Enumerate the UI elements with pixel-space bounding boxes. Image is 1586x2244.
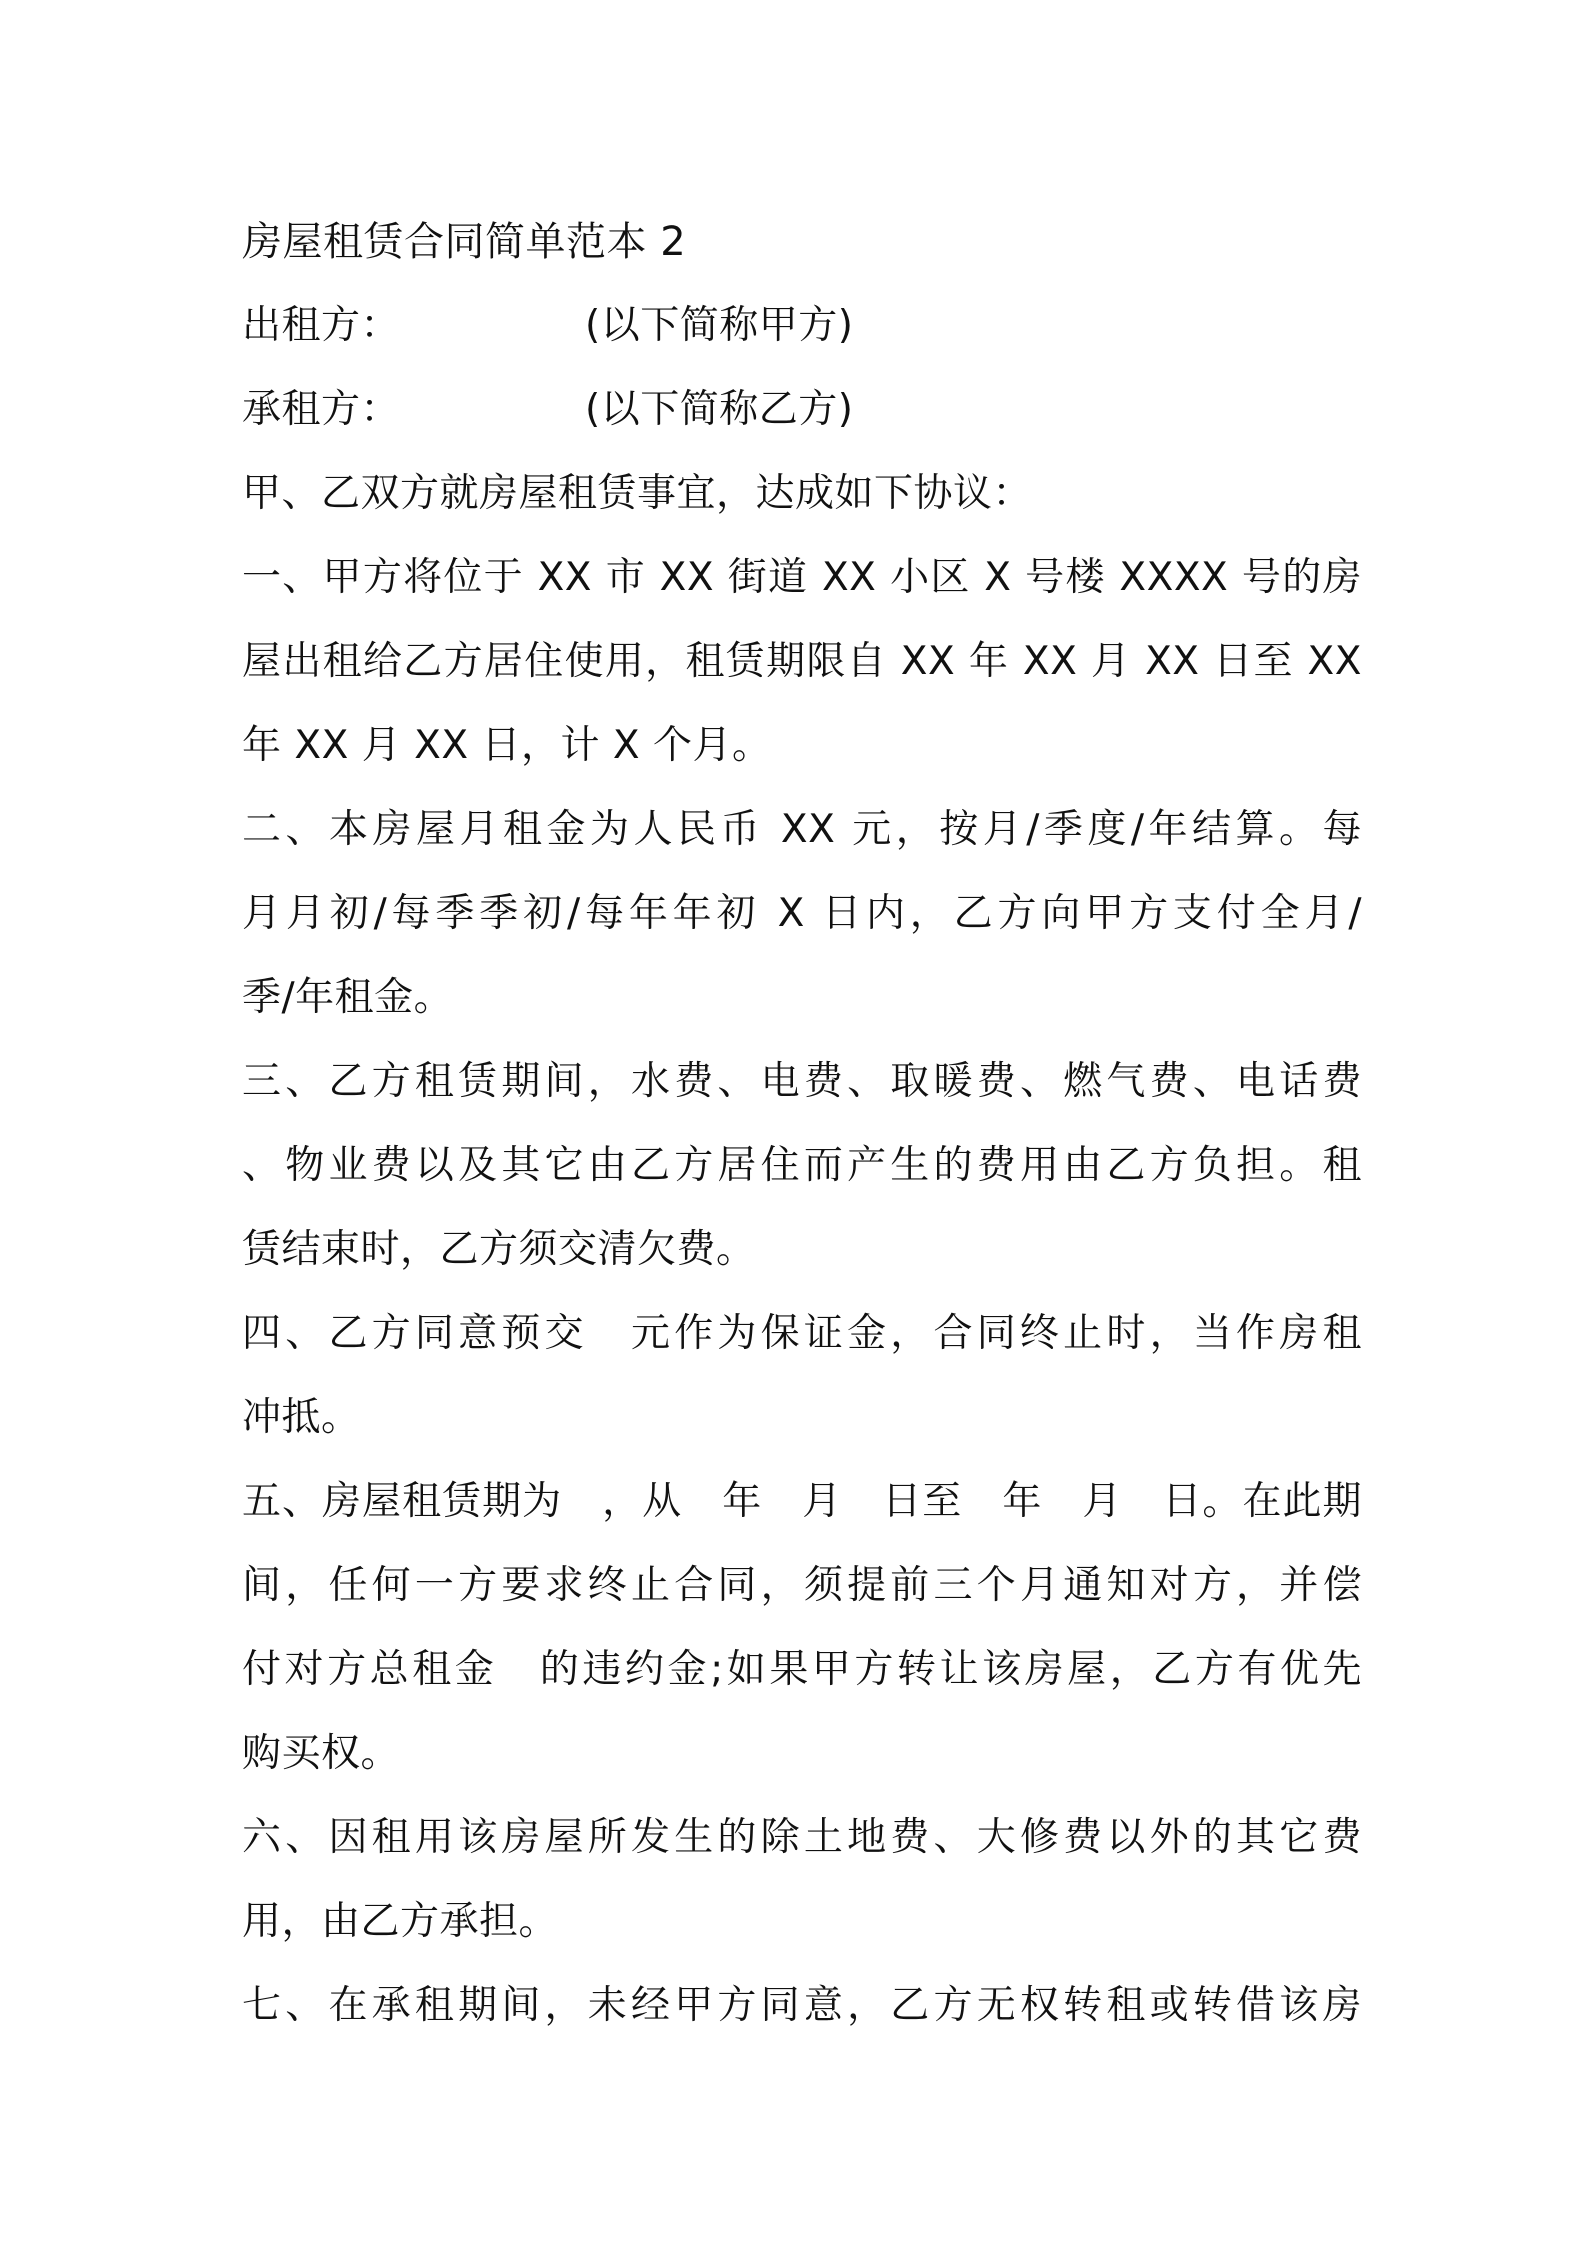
- lessee-note: (以下简称乙方): [585, 387, 854, 432]
- lessee-line: [242, 368, 1362, 452]
- clause-line: 五、房屋租赁期为 ，从 年 月 日至 年 月 日。在此期: [242, 1479, 1362, 1524]
- clause-line: 月月初/每季季初/每年年初 X 日内，乙方向甲方支付全月/: [242, 891, 1362, 936]
- clause-line: 屋出租给乙方居住使用，租赁期限自 XX 年 XX 月 XX 日至 XX: [242, 639, 1362, 684]
- clause-line: 四、乙方同意预交 元作为保证金，合同终止时，当作房租: [242, 1311, 1362, 1356]
- lessor-line: [242, 284, 1362, 368]
- clause-3: [242, 1040, 1362, 1292]
- clause-line: 、物业费以及其它由乙方居住而产生的费用由乙方负担。租: [242, 1143, 1362, 1188]
- clause-5: [242, 1460, 1362, 1796]
- document-body: [242, 200, 1362, 2048]
- lessor-label: 出租方：: [242, 303, 401, 348]
- clause-line: 用，由乙方承担。: [242, 1899, 559, 1944]
- clause-line: 年 XX 月 XX 日，计 X 个月。: [242, 723, 772, 768]
- clause-6: [242, 1796, 1362, 1964]
- lessee-label: 承租方：: [242, 387, 401, 432]
- clause-1: [242, 536, 1362, 788]
- clause-7: [242, 1964, 1362, 2048]
- clause-2: [242, 788, 1362, 1040]
- clause-line: 一、甲方将位于 XX 市 XX 街道 XX 小区 X 号楼 XXXX 号的房: [242, 555, 1362, 600]
- clause-line: 间，任何一方要求终止合同，须提前三个月通知对方，并偿: [242, 1563, 1362, 1608]
- clause-line: 六、因租用该房屋所发生的除土地费、大修费以外的其它费: [242, 1815, 1362, 1860]
- clause-line: 购买权。: [242, 1731, 401, 1776]
- clause-line: 冲抵。: [242, 1395, 361, 1440]
- clause-line: 三、乙方租赁期间，水费、电费、取暖费、燃气费、电话费: [242, 1059, 1362, 1104]
- clause-line: 付对方总租金 的违约金;如果甲方转让该房屋，乙方有优先: [242, 1647, 1362, 1692]
- agreement-intro: 甲、乙双方就房屋租赁事宜，达成如下协议：: [242, 471, 1033, 516]
- lessor-note: (以下简称甲方): [585, 303, 854, 348]
- clause-line: 赁结束时，乙方须交清欠费。: [242, 1227, 756, 1272]
- clause-line: 二、本房屋月租金为人民币 XX 元，按月/季度/年结算。每: [242, 807, 1362, 852]
- clause-4: [242, 1292, 1362, 1460]
- clause-line: 七、在承租期间，未经甲方同意，乙方无权转租或转借该房: [242, 1983, 1362, 2028]
- clause-line: 季/年租金。: [242, 975, 454, 1020]
- document-title: 房屋租赁合同简单范本 2: [242, 219, 687, 265]
